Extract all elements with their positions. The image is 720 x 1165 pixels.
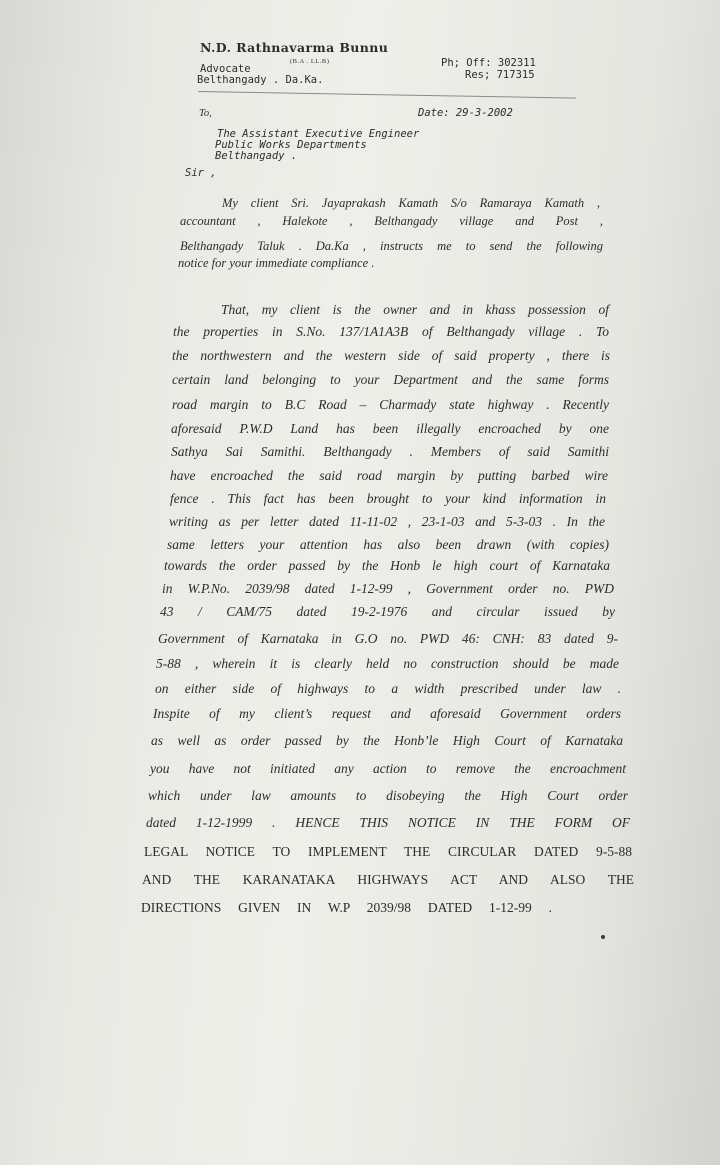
paragraph2-line: which under law amounts to disobeying the High Court order [148,788,628,803]
paragraph2-line: road margin to B.C Road – Charmady state highway . Recently [172,397,609,412]
paragraph2-line: in W.P.No. 2039/98 dated 1-12-99 , Government order no. PWD [162,581,614,596]
paragraph2-line: the northwestern and the western side of said property , there is [172,348,610,363]
paragraph2-line: 43 / CAM/75 dated 19-2-1976 and circular issued by [160,604,615,619]
paragraph2-line: fence . This fact has been brought to your kind information in [170,491,606,506]
paragraph2-line: LEGAL NOTICE TO IMPLEMENT THE CIRCULAR DATED 9-5-88 [144,844,632,859]
paragraph2-line: towards the order passed by the Honb le high court of Karnataka [164,558,610,573]
paragraph2-line: Inspite of my client’s request and aforesaid Government orders [153,706,621,721]
paragraph1-line: accountant , Halekote , Belthangady village and Post , [180,214,603,228]
to-label: To, [199,108,212,119]
paragraph2-line: writing as per letter dated 11-11-02 , 23-1-03 and 5-3-03 . In the [169,514,605,529]
paragraph2-line: DIRECTIONS GIVEN IN W.P 2039/98 DATED 1-12-99 . [141,900,552,915]
paragraph1-line: Belthangady Taluk . Da.Ka , instructs me to send the following [180,239,603,253]
paragraph2-line: the properties in S.No. 137/1A1A3B of Belthangady village . To [173,324,609,339]
advocate-place: Belthangady . Da.Ka. [197,74,324,86]
paragraph2-line: have encroached the said road margin by putting barbed wire [170,468,608,483]
salutation: Sir , [185,167,217,179]
letterhead-divider [198,91,576,99]
recipient-line: Belthangady . [215,150,298,162]
paragraph2-line: dated 1-12-1999 . HENCE THIS NOTICE IN THE FORM OF [146,815,630,830]
advocate-profession: Advocate [200,63,251,75]
phone-office: Ph; Off: 302311 [441,57,536,69]
ink-dot [601,935,605,939]
advocate-qualifications: (B.A . LL.B) [290,58,330,65]
phone-residence: Res; 717315 [465,69,535,81]
letter-date: Date: 29-3-2002 [418,107,513,119]
paragraph1-line: My client Sri. Jayaprakash Kamath S/o Ramaraya Kamath , [222,196,600,210]
paragraph2-line: on either side of highways to a width prescribed under law . [155,681,621,696]
paragraph2-line: Government of Karnataka in G.O no. PWD 46: CNH: 83 dated 9- [158,631,618,646]
paragraph2-line: 5-88 , wherein it is clearly held no construction should be made [156,656,619,671]
paragraph2-line: That, my client is the owner and in khass possession of [221,302,609,317]
paragraph2-line: Sathya Sai Samithi. Belthangady . Members of said Samithi [171,444,609,459]
paragraph2-line: you have not initiated any action to remove the encroachment [150,761,626,776]
advocate-name: N.D. Rathnavarma Bunnu [200,40,389,55]
paragraph2-line: aforesaid P.W.D Land has been illegally encroached by one [171,421,609,436]
paragraph2-line: same letters your attention has also been drawn (with copies) [167,537,609,552]
recipient-line: The Assistant Executive Engineer [217,128,420,140]
paragraph2-line: AND THE KARANATAKA HIGHWAYS ACT AND ALSO THE [142,872,634,887]
recipient-line: Public Works Departments [215,139,367,151]
paragraph2-line: certain land belonging to your Department and the same forms [172,372,609,387]
paragraph1-line: notice for your immediate compliance . [178,256,375,270]
paragraph2-line: as well as order passed by the Honb’le High Court of Karnataka [151,733,623,748]
